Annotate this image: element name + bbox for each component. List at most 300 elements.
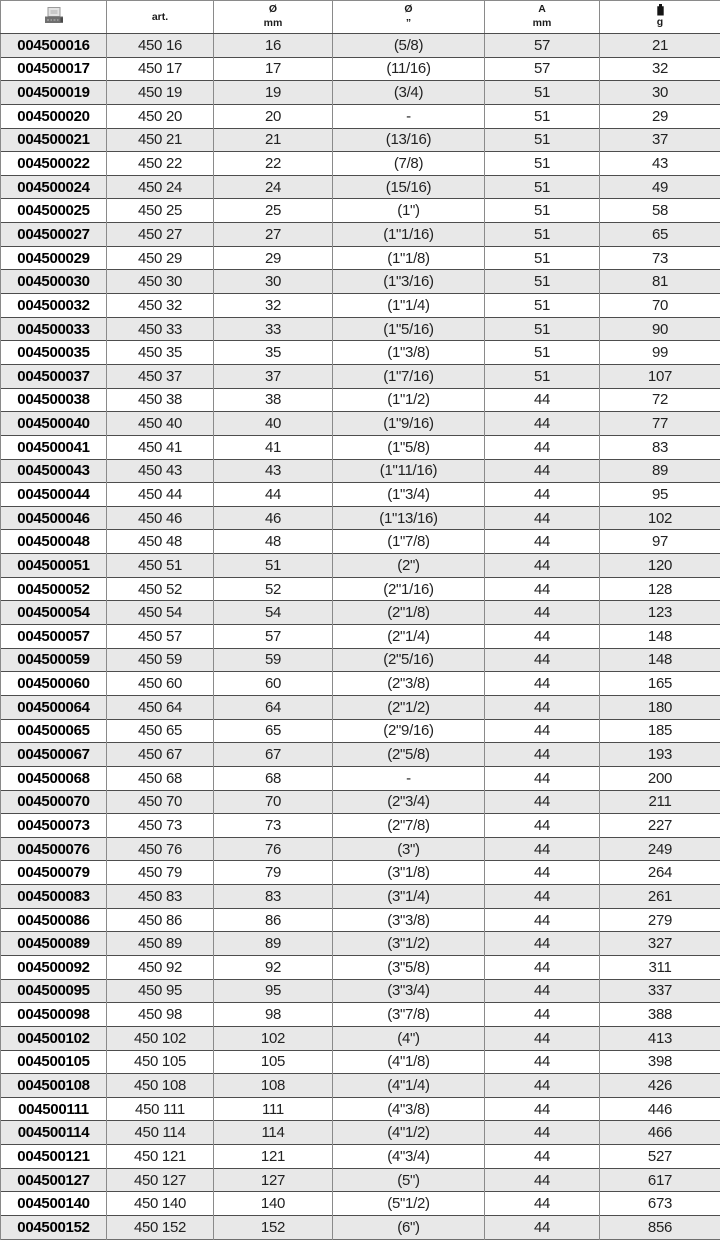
diameter-inch-cell: (2"7/8) bbox=[333, 814, 485, 838]
table-row bbox=[1, 861, 720, 885]
art-cell: 450 29 bbox=[107, 246, 214, 270]
ean-cell: 004500030 bbox=[1, 270, 107, 294]
a-mm-cell: 44 bbox=[485, 388, 600, 412]
a-mm-cell: 44 bbox=[485, 506, 600, 530]
diameter-inch-cell: (2"3/8) bbox=[333, 672, 485, 696]
table-row bbox=[1, 341, 720, 365]
diameter-inch-cell: (1"13/16) bbox=[333, 506, 485, 530]
table-row bbox=[1, 175, 720, 199]
diameter-symbol-label: Ø bbox=[404, 3, 413, 16]
a-dimension-label: A bbox=[538, 3, 546, 16]
art-cell: 450 25 bbox=[107, 199, 214, 223]
ean-cell: 004500095 bbox=[1, 979, 107, 1003]
table-row bbox=[1, 1168, 720, 1192]
art-cell: 450 114 bbox=[107, 1121, 214, 1145]
diameter-mm-cell: 48 bbox=[214, 530, 333, 554]
table-row bbox=[1, 814, 720, 838]
weight-cell: 128 bbox=[600, 577, 720, 601]
a-mm-cell: 44 bbox=[485, 601, 600, 625]
a-mm-cell: 51 bbox=[485, 128, 600, 152]
diameter-inch-cell: (4") bbox=[333, 1026, 485, 1050]
weight-cell: 89 bbox=[600, 459, 720, 483]
table-row bbox=[1, 625, 720, 649]
diameter-inch-cell: (7/8) bbox=[333, 152, 485, 176]
diameter-inch-cell: (2") bbox=[333, 554, 485, 578]
weight-cell: 49 bbox=[600, 175, 720, 199]
diameter-mm-cell: 64 bbox=[214, 695, 333, 719]
weight-cell: 72 bbox=[600, 388, 720, 412]
art-cell: 450 40 bbox=[107, 412, 214, 436]
a-mm-cell: 44 bbox=[485, 885, 600, 909]
diameter-mm-cell: 86 bbox=[214, 908, 333, 932]
a-mm-cell: 44 bbox=[485, 577, 600, 601]
inch-unit-label: ” bbox=[405, 17, 412, 29]
diameter-mm-cell: 19 bbox=[214, 81, 333, 105]
table-row bbox=[1, 885, 720, 909]
table-row bbox=[1, 270, 720, 294]
diameter-mm-cell: 51 bbox=[214, 554, 333, 578]
art-cell: 450 24 bbox=[107, 175, 214, 199]
weight-cell: 327 bbox=[600, 932, 720, 956]
weight-cell: 77 bbox=[600, 412, 720, 436]
ean-cell: 004500027 bbox=[1, 223, 107, 247]
barcode-icon bbox=[42, 7, 66, 24]
a-mm-cell: 44 bbox=[485, 861, 600, 885]
diameter-mm-cell: 79 bbox=[214, 861, 333, 885]
a-mm-cell: 44 bbox=[485, 483, 600, 507]
diameter-mm-cell: 70 bbox=[214, 790, 333, 814]
diameter-inch-cell: (4"1/8) bbox=[333, 1050, 485, 1074]
diameter-inch-cell: (1"3/16) bbox=[333, 270, 485, 294]
art-cell: 450 79 bbox=[107, 861, 214, 885]
diameter-mm-cell: 102 bbox=[214, 1026, 333, 1050]
weight-cell: 227 bbox=[600, 814, 720, 838]
a-mm-cell: 51 bbox=[485, 246, 600, 270]
diameter-inch-cell: (1"7/8) bbox=[333, 530, 485, 554]
diameter-inch-cell: (3"7/8) bbox=[333, 1003, 485, 1027]
table-row bbox=[1, 1074, 720, 1098]
diameter-mm-cell: 44 bbox=[214, 483, 333, 507]
art-cell: 450 41 bbox=[107, 435, 214, 459]
table-row bbox=[1, 1145, 720, 1169]
col-header-weight bbox=[600, 1, 720, 34]
art-header-label: art. bbox=[151, 11, 169, 23]
table-header bbox=[1, 1, 720, 34]
diameter-inch-cell: (11/16) bbox=[333, 57, 485, 81]
diameter-inch-cell: (4"1/2) bbox=[333, 1121, 485, 1145]
ean-cell: 004500140 bbox=[1, 1192, 107, 1216]
art-cell: 450 89 bbox=[107, 932, 214, 956]
table-row bbox=[1, 294, 720, 318]
a-mm-cell: 44 bbox=[485, 908, 600, 932]
diameter-inch-cell: (2"1/8) bbox=[333, 601, 485, 625]
diameter-mm-cell: 37 bbox=[214, 364, 333, 388]
a-mm-cell: 51 bbox=[485, 199, 600, 223]
diameter-inch-cell: (3"1/8) bbox=[333, 861, 485, 885]
a-mm-cell: 57 bbox=[485, 34, 600, 58]
ean-cell: 004500064 bbox=[1, 695, 107, 719]
art-cell: 450 70 bbox=[107, 790, 214, 814]
diameter-inch-cell: (2"1/16) bbox=[333, 577, 485, 601]
a-mm-cell: 44 bbox=[485, 766, 600, 790]
diameter-inch-cell: (15/16) bbox=[333, 175, 485, 199]
diameter-mm-cell: 57 bbox=[214, 625, 333, 649]
weight-cell: 446 bbox=[600, 1097, 720, 1121]
art-cell: 450 43 bbox=[107, 459, 214, 483]
art-cell: 450 102 bbox=[107, 1026, 214, 1050]
weight-cell: 102 bbox=[600, 506, 720, 530]
a-mm-cell: 51 bbox=[485, 81, 600, 105]
a-mm-cell: 51 bbox=[485, 270, 600, 294]
mm-unit-label: mm bbox=[532, 17, 552, 29]
weight-cell: 37 bbox=[600, 128, 720, 152]
diameter-inch-cell: (1"5/16) bbox=[333, 317, 485, 341]
weight-cell: 99 bbox=[600, 341, 720, 365]
diameter-inch-cell: (1"3/8) bbox=[333, 341, 485, 365]
ean-cell: 004500152 bbox=[1, 1216, 107, 1240]
diameter-mm-cell: 114 bbox=[214, 1121, 333, 1145]
table-row bbox=[1, 743, 720, 767]
art-cell: 450 57 bbox=[107, 625, 214, 649]
diameter-inch-cell: (2"1/4) bbox=[333, 625, 485, 649]
table-row bbox=[1, 719, 720, 743]
diameter-inch-cell: (1"5/8) bbox=[333, 435, 485, 459]
weight-cell: 70 bbox=[600, 294, 720, 318]
weight-cell: 30 bbox=[600, 81, 720, 105]
a-mm-cell: 44 bbox=[485, 1192, 600, 1216]
table-row bbox=[1, 554, 720, 578]
table-row bbox=[1, 979, 720, 1003]
ean-cell: 004500092 bbox=[1, 955, 107, 979]
art-cell: 450 44 bbox=[107, 483, 214, 507]
table-row bbox=[1, 199, 720, 223]
weight-cell: 856 bbox=[600, 1216, 720, 1240]
a-mm-cell: 44 bbox=[485, 412, 600, 436]
diameter-mm-cell: 127 bbox=[214, 1168, 333, 1192]
col-header-diameter-mm bbox=[214, 1, 333, 34]
weight-cell: 81 bbox=[600, 270, 720, 294]
table-row bbox=[1, 955, 720, 979]
art-cell: 450 111 bbox=[107, 1097, 214, 1121]
art-cell: 450 22 bbox=[107, 152, 214, 176]
weight-cell: 58 bbox=[600, 199, 720, 223]
art-cell: 450 17 bbox=[107, 57, 214, 81]
art-cell: 450 38 bbox=[107, 388, 214, 412]
a-mm-cell: 44 bbox=[485, 1097, 600, 1121]
diameter-mm-cell: 121 bbox=[214, 1145, 333, 1169]
weight-icon bbox=[656, 4, 665, 16]
col-header-ean bbox=[1, 1, 107, 34]
table-row bbox=[1, 364, 720, 388]
table-row bbox=[1, 601, 720, 625]
weight-cell: 165 bbox=[600, 672, 720, 696]
art-cell: 450 92 bbox=[107, 955, 214, 979]
weight-cell: 97 bbox=[600, 530, 720, 554]
art-cell: 450 16 bbox=[107, 34, 214, 58]
table-body bbox=[1, 34, 720, 1240]
ean-cell: 004500111 bbox=[1, 1097, 107, 1121]
table-row bbox=[1, 530, 720, 554]
a-mm-cell: 44 bbox=[485, 459, 600, 483]
diameter-inch-cell: (1"3/4) bbox=[333, 483, 485, 507]
ean-cell: 004500048 bbox=[1, 530, 107, 554]
diameter-mm-cell: 89 bbox=[214, 932, 333, 956]
table-row bbox=[1, 459, 720, 483]
diameter-inch-cell: (2"5/16) bbox=[333, 648, 485, 672]
weight-cell: 398 bbox=[600, 1050, 720, 1074]
diameter-mm-cell: 29 bbox=[214, 246, 333, 270]
table-row bbox=[1, 1121, 720, 1145]
table-row bbox=[1, 790, 720, 814]
weight-cell: 148 bbox=[600, 648, 720, 672]
mm-unit-label: mm bbox=[263, 17, 283, 29]
art-cell: 450 59 bbox=[107, 648, 214, 672]
art-cell: 450 21 bbox=[107, 128, 214, 152]
diameter-inch-cell: (1"1/2) bbox=[333, 388, 485, 412]
ean-cell: 004500057 bbox=[1, 625, 107, 649]
weight-cell: 32 bbox=[600, 57, 720, 81]
diameter-mm-cell: 52 bbox=[214, 577, 333, 601]
ean-cell: 004500086 bbox=[1, 908, 107, 932]
a-mm-cell: 44 bbox=[485, 790, 600, 814]
table-row bbox=[1, 412, 720, 436]
weight-cell: 83 bbox=[600, 435, 720, 459]
weight-cell: 617 bbox=[600, 1168, 720, 1192]
table-row bbox=[1, 223, 720, 247]
diameter-inch-cell: - bbox=[333, 766, 485, 790]
ean-cell: 004500033 bbox=[1, 317, 107, 341]
art-cell: 450 37 bbox=[107, 364, 214, 388]
diameter-mm-cell: 30 bbox=[214, 270, 333, 294]
ean-cell: 004500054 bbox=[1, 601, 107, 625]
weight-cell: 43 bbox=[600, 152, 720, 176]
table-row bbox=[1, 766, 720, 790]
a-mm-cell: 44 bbox=[485, 530, 600, 554]
diameter-mm-cell: 65 bbox=[214, 719, 333, 743]
diameter-inch-cell: (4"3/8) bbox=[333, 1097, 485, 1121]
weight-cell: 29 bbox=[600, 104, 720, 128]
diameter-mm-cell: 43 bbox=[214, 459, 333, 483]
ean-cell: 004500121 bbox=[1, 1145, 107, 1169]
a-mm-cell: 44 bbox=[485, 648, 600, 672]
art-cell: 450 60 bbox=[107, 672, 214, 696]
diameter-mm-cell: 21 bbox=[214, 128, 333, 152]
weight-cell: 466 bbox=[600, 1121, 720, 1145]
ean-cell: 004500083 bbox=[1, 885, 107, 909]
ean-cell: 004500089 bbox=[1, 932, 107, 956]
art-cell: 450 48 bbox=[107, 530, 214, 554]
art-cell: 450 73 bbox=[107, 814, 214, 838]
weight-cell: 249 bbox=[600, 837, 720, 861]
art-cell: 450 46 bbox=[107, 506, 214, 530]
art-cell: 450 127 bbox=[107, 1168, 214, 1192]
a-mm-cell: 57 bbox=[485, 57, 600, 81]
a-mm-cell: 51 bbox=[485, 364, 600, 388]
diameter-mm-cell: 32 bbox=[214, 294, 333, 318]
diameter-symbol-label: Ø bbox=[268, 3, 278, 16]
art-cell: 450 51 bbox=[107, 554, 214, 578]
diameter-inch-cell: (5") bbox=[333, 1168, 485, 1192]
art-cell: 450 67 bbox=[107, 743, 214, 767]
diameter-inch-cell: (1"7/16) bbox=[333, 364, 485, 388]
table-row bbox=[1, 246, 720, 270]
table-row bbox=[1, 932, 720, 956]
ean-cell: 004500079 bbox=[1, 861, 107, 885]
weight-cell: 279 bbox=[600, 908, 720, 932]
a-mm-cell: 44 bbox=[485, 743, 600, 767]
ean-cell: 004500068 bbox=[1, 766, 107, 790]
diameter-mm-cell: 83 bbox=[214, 885, 333, 909]
a-mm-cell: 44 bbox=[485, 672, 600, 696]
a-mm-cell: 44 bbox=[485, 625, 600, 649]
diameter-mm-cell: 140 bbox=[214, 1192, 333, 1216]
table-row bbox=[1, 672, 720, 696]
table-row bbox=[1, 57, 720, 81]
a-mm-cell: 44 bbox=[485, 1121, 600, 1145]
art-cell: 450 121 bbox=[107, 1145, 214, 1169]
a-mm-cell: 44 bbox=[485, 1026, 600, 1050]
a-mm-cell: 44 bbox=[485, 955, 600, 979]
table-row bbox=[1, 648, 720, 672]
a-mm-cell: 44 bbox=[485, 1145, 600, 1169]
a-mm-cell: 44 bbox=[485, 1050, 600, 1074]
a-mm-cell: 44 bbox=[485, 1074, 600, 1098]
weight-cell: 180 bbox=[600, 695, 720, 719]
ean-cell: 004500020 bbox=[1, 104, 107, 128]
ean-cell: 004500021 bbox=[1, 128, 107, 152]
ean-cell: 004500105 bbox=[1, 1050, 107, 1074]
art-cell: 450 35 bbox=[107, 341, 214, 365]
ean-cell: 004500114 bbox=[1, 1121, 107, 1145]
ean-cell: 004500029 bbox=[1, 246, 107, 270]
table-row bbox=[1, 695, 720, 719]
table-row bbox=[1, 152, 720, 176]
gram-unit-label: g bbox=[656, 16, 664, 29]
diameter-inch-cell: (1") bbox=[333, 199, 485, 223]
weight-cell: 527 bbox=[600, 1145, 720, 1169]
weight-cell: 261 bbox=[600, 885, 720, 909]
diameter-inch-cell: (2"5/8) bbox=[333, 743, 485, 767]
art-cell: 450 27 bbox=[107, 223, 214, 247]
a-mm-cell: 51 bbox=[485, 152, 600, 176]
diameter-inch-cell: (2"9/16) bbox=[333, 719, 485, 743]
ean-cell: 004500043 bbox=[1, 459, 107, 483]
table-row bbox=[1, 317, 720, 341]
ean-cell: 004500060 bbox=[1, 672, 107, 696]
art-cell: 450 105 bbox=[107, 1050, 214, 1074]
a-mm-cell: 51 bbox=[485, 294, 600, 318]
weight-cell: 90 bbox=[600, 317, 720, 341]
table-row bbox=[1, 388, 720, 412]
ean-cell: 004500038 bbox=[1, 388, 107, 412]
table-row bbox=[1, 1026, 720, 1050]
col-header-art bbox=[107, 1, 214, 34]
a-mm-cell: 44 bbox=[485, 1216, 600, 1240]
ean-cell: 004500067 bbox=[1, 743, 107, 767]
a-mm-cell: 44 bbox=[485, 554, 600, 578]
weight-cell: 413 bbox=[600, 1026, 720, 1050]
diameter-inch-cell: (1"1/16) bbox=[333, 223, 485, 247]
table-row bbox=[1, 435, 720, 459]
art-cell: 450 30 bbox=[107, 270, 214, 294]
diameter-mm-cell: 38 bbox=[214, 388, 333, 412]
table-row bbox=[1, 837, 720, 861]
diameter-inch-cell: (3/4) bbox=[333, 81, 485, 105]
diameter-mm-cell: 27 bbox=[214, 223, 333, 247]
ean-cell: 004500076 bbox=[1, 837, 107, 861]
header-row bbox=[1, 1, 720, 34]
table-row bbox=[1, 81, 720, 105]
diameter-mm-cell: 59 bbox=[214, 648, 333, 672]
ean-cell: 004500102 bbox=[1, 1026, 107, 1050]
weight-cell: 200 bbox=[600, 766, 720, 790]
art-cell: 450 76 bbox=[107, 837, 214, 861]
diameter-inch-cell: (2"1/2) bbox=[333, 695, 485, 719]
ean-cell: 004500065 bbox=[1, 719, 107, 743]
ean-cell: 004500017 bbox=[1, 57, 107, 81]
table-row bbox=[1, 506, 720, 530]
art-cell: 450 20 bbox=[107, 104, 214, 128]
a-mm-cell: 51 bbox=[485, 341, 600, 365]
diameter-inch-cell: (4"3/4) bbox=[333, 1145, 485, 1169]
table-row bbox=[1, 1216, 720, 1240]
ean-cell: 004500032 bbox=[1, 294, 107, 318]
diameter-mm-cell: 33 bbox=[214, 317, 333, 341]
diameter-mm-cell: 152 bbox=[214, 1216, 333, 1240]
table-row bbox=[1, 1050, 720, 1074]
weight-cell: 264 bbox=[600, 861, 720, 885]
table-row bbox=[1, 577, 720, 601]
diameter-mm-cell: 54 bbox=[214, 601, 333, 625]
ean-cell: 004500073 bbox=[1, 814, 107, 838]
art-cell: 450 33 bbox=[107, 317, 214, 341]
a-mm-cell: 44 bbox=[485, 837, 600, 861]
a-mm-cell: 51 bbox=[485, 175, 600, 199]
diameter-inch-cell: (5/8) bbox=[333, 34, 485, 58]
ean-cell: 004500019 bbox=[1, 81, 107, 105]
table-row bbox=[1, 104, 720, 128]
weight-cell: 193 bbox=[600, 743, 720, 767]
weight-cell: 65 bbox=[600, 223, 720, 247]
ean-cell: 004500051 bbox=[1, 554, 107, 578]
diameter-mm-cell: 25 bbox=[214, 199, 333, 223]
ean-cell: 004500070 bbox=[1, 790, 107, 814]
weight-cell: 95 bbox=[600, 483, 720, 507]
diameter-mm-cell: 41 bbox=[214, 435, 333, 459]
ean-cell: 004500024 bbox=[1, 175, 107, 199]
diameter-mm-cell: 22 bbox=[214, 152, 333, 176]
diameter-mm-cell: 111 bbox=[214, 1097, 333, 1121]
ean-cell: 004500022 bbox=[1, 152, 107, 176]
table-row bbox=[1, 908, 720, 932]
ean-cell: 004500035 bbox=[1, 341, 107, 365]
art-cell: 450 19 bbox=[107, 81, 214, 105]
col-header-a-mm bbox=[485, 1, 600, 34]
table-row bbox=[1, 1097, 720, 1121]
diameter-mm-cell: 60 bbox=[214, 672, 333, 696]
ean-cell: 004500044 bbox=[1, 483, 107, 507]
a-mm-cell: 44 bbox=[485, 1168, 600, 1192]
ean-cell: 004500059 bbox=[1, 648, 107, 672]
diameter-mm-cell: 95 bbox=[214, 979, 333, 1003]
art-cell: 450 83 bbox=[107, 885, 214, 909]
a-mm-cell: 44 bbox=[485, 814, 600, 838]
ean-cell: 004500025 bbox=[1, 199, 107, 223]
diameter-inch-cell: (1"1/8) bbox=[333, 246, 485, 270]
diameter-inch-cell: (4"1/4) bbox=[333, 1074, 485, 1098]
diameter-mm-cell: 46 bbox=[214, 506, 333, 530]
diameter-inch-cell: (3"3/4) bbox=[333, 979, 485, 1003]
